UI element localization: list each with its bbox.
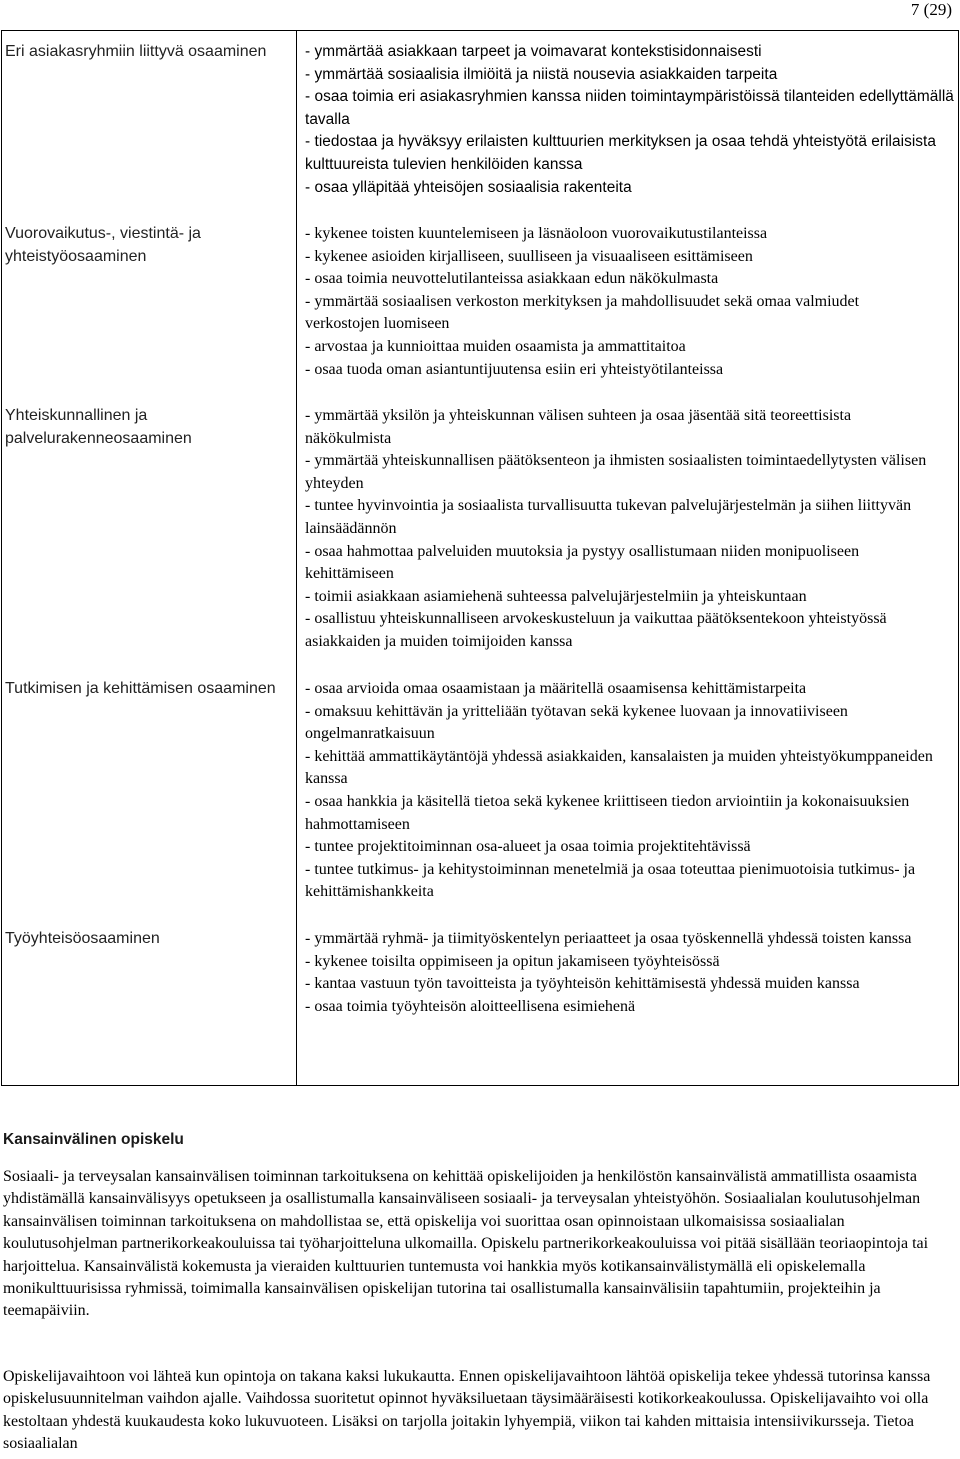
skill-item: - kykenee asioiden kirjalliseen, suulliseen ja visuaaliseen esittämiseen bbox=[305, 247, 753, 265]
skill-item: - kykenee toisilta oppimiseen ja opitun jakamiseen työyhteisössä bbox=[305, 952, 720, 970]
body-paragraph: Opiskelijavaihtoon voi lähteä kun opintoja on takana kaksi lukukautta. Ennen opiskelijavaihtoon lähtöä opiskelija tekee yhdessä tutorinsa kanssa opiskelusuunnitelman vaihdon ajalle. Vaihdossa suoritetut opinnot hyväksiluetaan täysimääräisesti kotikorkeakoulussa. Opiskelijavaihto voi olla kestoltaan yhdestä kuukaudesta koko lukuvuoteen. Lisäksi on tarjolla joitakin lyhyempiä, viikon tai kahden mittaisia intensiivikursseja. Tietoa sosiaalialan bbox=[3, 1368, 931, 1453]
competence-area-label: Tutkimisen ja kehittämisen osaaminen bbox=[5, 680, 276, 697]
page-number: 7 (29) bbox=[910, 0, 952, 19]
skill-item: - omaksuu kehittävän ja yritteliään työtavan sekä kykenee luovaan ja innovatiiviseen ongelmanratkaisuun bbox=[305, 702, 848, 743]
table-row bbox=[2, 31, 959, 1086]
skills-list bbox=[305, 928, 935, 1018]
skill-item: - kehittää ammattikäytäntöjä yhdessä asiakkaiden, kansalaisten ja muiden yhteistyökumppaneiden kanssa bbox=[305, 747, 933, 788]
skill-item: - osaa toimia neuvottelutilanteissa asiakkaan edun näkökulmasta bbox=[305, 270, 719, 288]
skill-item: - kykenee toisten kuuntelemiseen ja läsnäoloon vuorovaikutustilanteissa bbox=[305, 225, 768, 242]
competence-area-label: Työyhteisöosaaminen bbox=[5, 930, 160, 947]
competence-area-label: Vuorovaikutus-, viestintä- ja yhteistyöosaaminen bbox=[5, 225, 201, 265]
competence-skills-cell bbox=[297, 31, 959, 1086]
skill-item: - ymmärtää yhteiskunnallisen päätöksenteon ja ihmisten sosiaalisten toimintaedellytysten välisen yhteyden bbox=[305, 452, 927, 492]
skill-item: - toimii asiakkaan asiamiehenä suhteessa palvelujärjestelmiin ja yhteiskuntaan bbox=[305, 587, 807, 605]
skill-item: - osaa toimia eri asiakasryhmien kanssa niiden toimintaympäristöissä tilanteiden edellyttämällä tavalla bbox=[305, 88, 954, 128]
skill-item: - tuntee hyvinvointia ja sosiaalista turvallisuutta tukevan palvelujärjestelmän ja siihen liittyvän lainsäädännön bbox=[305, 497, 912, 537]
competence-area-cell bbox=[2, 31, 297, 1086]
skills-list bbox=[305, 223, 905, 381]
skill-item: - tuntee projektitoiminnan osa-alueet ja osaa toimia projektitehtävissä bbox=[305, 838, 751, 856]
skill-item: - osaa hankkia ja käsitellä tietoa sekä kykenee kriittiseen tiedon arviointiin ja kokonaisuuksien hahmottamiseen bbox=[305, 792, 910, 833]
skill-item: - ymmärtää asiakkaan tarpeet ja voimavarat kontekstisidonnaisesti bbox=[305, 43, 762, 60]
skill-item: - osaa ylläpitää yhteisöjen sosiaalisia rakenteita bbox=[305, 178, 632, 196]
skill-item: - osaa arvioida omaa osaamistaan ja määritellä osaamisensa kehittämistarpeita bbox=[305, 680, 807, 697]
skill-item: - ymmärtää yksilön ja yhteiskunnan välisen suhteen ja osaa jäsentää sitä teoreettisista näkökulmista bbox=[305, 407, 852, 447]
skills-list bbox=[305, 41, 957, 199]
skill-item: - osaa hahmottaa palveluiden muutoksia ja pystyy osallistumaan niiden monipuoliseen kehittämiseen bbox=[305, 542, 860, 583]
skill-item: - ymmärtää sosiaalisia ilmiöitä ja niistä nousevia asiakkaiden tarpeita bbox=[305, 65, 778, 83]
skill-item: - arvostaa ja kunnioittaa muiden osaamista ja ammattitaitoa bbox=[305, 337, 686, 355]
skill-item: - osaa tuoda oman asiantuntijuutensa esiin eri yhteistyötilanteissa bbox=[305, 360, 724, 378]
competence-area-label: Yhteiskunnallinen ja palvelurakenneosaaminen bbox=[5, 407, 192, 447]
skill-item: - osaa toimia työyhteisön aloitteellisena esimiehenä bbox=[305, 997, 636, 1015]
skill-item: - kantaa vastuun työn tavoitteista ja työyhteisön kehittämisestä yhdessä muiden kanssa bbox=[305, 975, 860, 993]
skill-item: - ymmärtää ryhmä- ja tiimityöskentelyn periaatteet ja osaa työskennellä yhdessä toisten kanssa bbox=[305, 930, 912, 947]
competence-area-label: Eri asiakasryhmiin liittyvä osaaminen bbox=[5, 43, 267, 60]
section-heading: Kansainvälinen opiskelu bbox=[3, 1131, 184, 1148]
skill-item: - tiedostaa ja hyväksyy erilaisten kulttuurien merkityksen ja osaa tehdä yhteistyötä erilaisista kulttuureista tulevien henkilöiden kanssa bbox=[305, 133, 936, 173]
skill-item: - tuntee tutkimus- ja kehitystoiminnan menetelmiä ja osaa toteuttaa pienimuotoisia tutkimus- ja kehittämishankkeita bbox=[305, 860, 916, 901]
body-paragraph: Sosiaali- ja terveysalan kansainvälisen toiminnan tarkoituksena on kehittää opiskelijoiden ja henkilöstön kansainvälistä ammatillista osaamista yhdistämällä kansainvälisyys opetukseen ja osallistumalla kansainväliseen sosiaali- ja terveysalan yhteistyöhön. Sosiaalialan koulutusohjelman kansainvälisen toiminnan tarkoituksena on mahdollistaa se, että opiskelija voi suorittaa osan opinnoistaan ulkomaisissa sosiaalialan koulutusohjelman partnerikorkeakouluissa tai työharjoitteluna ulkomailla. Opiskelu partnerikorkeakouluissa voi pitää sisällään teoriaopintoja tai harjoittelua. Kansainvälistä kokemusta ja vieraiden kulttuurien tuntemusta voi hankkia myös kotikansainvälistymällä eli opiskelemalla monikulttuurisissa ryhmissä, toimimalla kansainvälisen opiskelijan tutorina tai osallistumalla kansainvälisiin tapahtumiin, projekteihin ja teemapäiviin. bbox=[3, 1168, 929, 1320]
skill-item: - osallistuu yhteiskunnalliseen arvokeskusteluun ja vaikuttaa päätöksentekoon yhteistyössä asiakkaiden ja muiden toimijoiden kanssa bbox=[305, 610, 887, 650]
skills-list bbox=[305, 405, 931, 654]
skills-list bbox=[305, 678, 959, 904]
skill-item: - ymmärtää sosiaalisen verkoston merkityksen ja mahdollisuudet sekä omaa valmiudet verkostojen luomiseen bbox=[305, 292, 860, 333]
competence-table bbox=[1, 30, 959, 1086]
